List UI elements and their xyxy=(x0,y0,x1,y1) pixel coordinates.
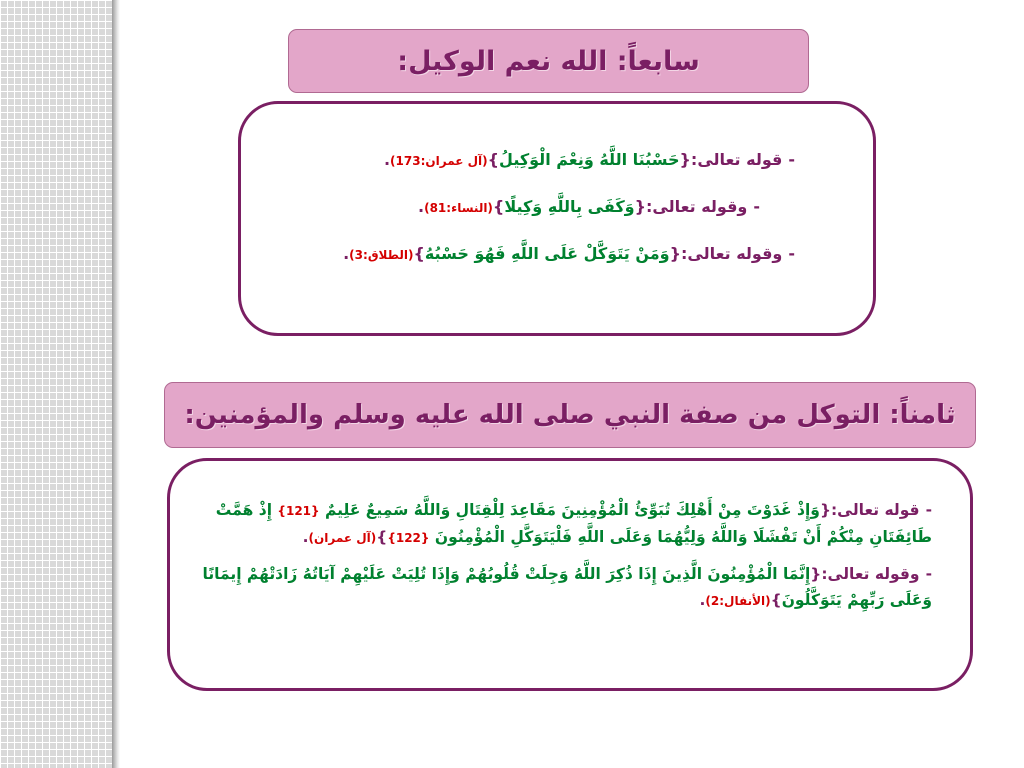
section-7-verses-box xyxy=(238,101,876,336)
verse-open-brace: { xyxy=(679,150,691,169)
verse-intro: وقوله تعالى: xyxy=(645,197,748,216)
verse-close-brace: } xyxy=(487,150,500,169)
quran-verse-text: حَسْبُنَا اللَّهُ وَنِعْمَ الْوَكِيلُ xyxy=(499,150,680,169)
verse-paragraph-1 xyxy=(194,497,932,551)
verse-end-mark: . xyxy=(343,244,350,263)
bullet-dash: - xyxy=(925,501,932,519)
bullet-dash: - xyxy=(925,565,932,583)
verse-reference: (الأنفال:2) xyxy=(705,594,771,608)
verse-end-mark: . xyxy=(383,150,391,169)
verse-reference: (الطلاق:3) xyxy=(349,248,414,262)
verse-intro: قوله تعالى: xyxy=(690,150,783,169)
section-7-title: سابعاً: الله نعم الوكيل: xyxy=(397,45,700,77)
ayah-number: {121} xyxy=(277,504,320,518)
decorative-grid-strip xyxy=(0,0,112,768)
verse-close-brace: } xyxy=(492,197,505,216)
verse-close-brace: } xyxy=(376,528,388,546)
verse-reference: (آل عمران) xyxy=(308,531,377,545)
section-8-title: ثامناً: التوكل من صفة النبي صلى الله عليه وسلم والمؤمنين: xyxy=(184,400,956,430)
section-7-heading xyxy=(288,29,809,93)
verse-reference: (آل عمران:173) xyxy=(390,154,488,168)
verse-open-brace: { xyxy=(634,197,646,216)
verse-intro: وقوله تعالى: xyxy=(821,565,920,583)
decorative-strip-shadow xyxy=(112,0,120,768)
quran-verse-text: وَكَفَى بِاللَّهِ وَكِيلًا xyxy=(504,197,635,216)
quran-verse-text: إِذْ هَمَّتْ طَائِفَتَانِ مِنْكُمْ أَنْ تَفْشَلَا وَاللَّهُ وَلِيُّهُمَا وَعَلَى اللَّهِ فَلْيَتَوَكَّلِ الْمُؤْمِنُونَ xyxy=(215,501,932,546)
section-8-verses-box xyxy=(167,458,973,691)
verse-intro: وقوله تعالى: xyxy=(680,244,783,263)
bullet-dash: - xyxy=(788,150,795,169)
verse-close-brace: } xyxy=(770,591,782,609)
verse-close-brace: } xyxy=(413,244,425,263)
verse-line-2 xyxy=(261,193,795,222)
quran-verse-text: وَمَنْ يَتَوَكَّلْ عَلَى اللَّهِ فَهُوَ حَسْبُهُ xyxy=(424,244,670,263)
quran-verse-text: وَإِذْ غَدَوْتَ مِنْ أَهْلِكَ تُبَوِّئُ الْمُؤْمِنِينَ مَقَاعِدَ لِلْقِتَالِ وَاللَّهُ سَمِيعٌ عَلِيمٌ xyxy=(324,501,820,519)
verse-line-3 xyxy=(261,240,795,269)
section-8-heading xyxy=(164,382,976,448)
verse-end-mark: . xyxy=(699,591,706,609)
verse-reference: (النساء:81) xyxy=(424,201,493,215)
quran-verse-text: إِنَّمَا الْمُؤْمِنُونَ الَّذِينَ إِذَا ذُكِرَ اللَّهُ وَجِلَتْ قُلُوبُهُمْ وَإِذَا تُلِيَتْ عَلَيْهِمْ آيَاتُهُ زَادَتْهُمْ إِيمَانًا وَعَلَى رَبِّهِمْ يَتَوَكَّلُونَ xyxy=(202,565,932,609)
verse-line-1 xyxy=(261,146,795,175)
verse-end-mark: . xyxy=(302,528,309,546)
bullet-dash: - xyxy=(788,244,795,263)
verse-end-mark: . xyxy=(418,197,425,216)
verse-open-brace: { xyxy=(819,501,831,519)
verse-intro: قوله تعالى: xyxy=(830,501,920,519)
verse-open-brace: { xyxy=(669,244,681,263)
verse-paragraph-2 xyxy=(194,561,932,614)
verse-open-brace: { xyxy=(810,565,822,583)
ayah-number: {122} xyxy=(387,531,430,545)
bullet-dash: - xyxy=(753,197,760,216)
